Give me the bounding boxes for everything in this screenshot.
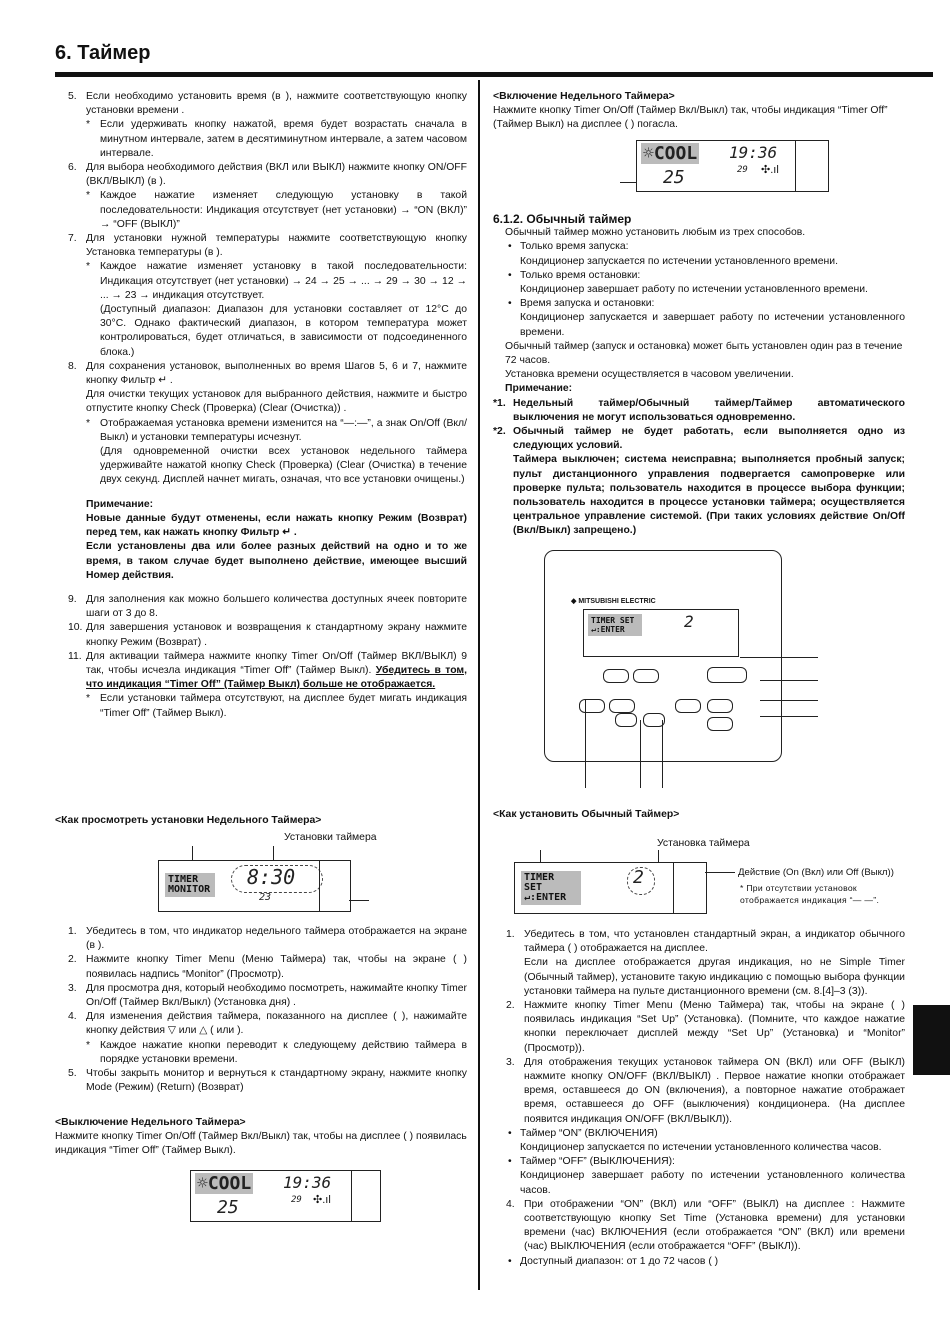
list-item (55, 982, 467, 1010)
item-text: Нажмите кнопку Timer Menu (Меню Таймера) так, чтобы на экране ( ) появилась надпись “Monitor” (Просмотр). (86, 954, 467, 980)
remote-screen (583, 609, 739, 657)
callout-line (760, 716, 818, 717)
item-marker: * (86, 693, 91, 705)
set-temp: 25 (217, 1197, 239, 1218)
item-text: Для активации таймера нажмите кнопку Timer On/Off (Таймер ВКЛ/ВЫКЛ) 9 так, чтобы исчезла индикация “Timer Off” (Таймер Выкл). (86, 650, 467, 676)
callout-line (273, 846, 274, 860)
howto-heading: <Как установить Обычный Таймер> (493, 809, 680, 820)
item-marker: 11. (68, 650, 82, 662)
sub-item (55, 692, 467, 720)
brand-label: ◆ MITSUBISHI ELECTRIC (571, 598, 656, 605)
item-marker: 4. (506, 1198, 515, 1210)
item-text: При отображении “ON” (ВКЛ) или “OFF” (ВЫКЛ) на дисплее : Нажмите соответствующую кнопку Set Time (Установка времени) для установки времени (час) ВКЛЮЧЕНИЯ (если отображается “ON” (ВКЛ) или времени (час) ВЫКЛЮЧЕНИЯ (если отображается “OFF” (ВЫКЛ)). (524, 1198, 905, 1253)
callout-line (760, 680, 818, 681)
paragraph: Для очистки текущих установок для выбранного действия, нажмите и быстро отпустите кнопку Check (Проверка) (Clear (Очистка)) . (86, 389, 467, 415)
left-column (55, 90, 467, 721)
paragraph: Примечание: (86, 498, 154, 510)
list-item (55, 1067, 467, 1095)
item-text: Доступный диапазон: от 1 до 72 часов ( ) (520, 1255, 719, 1267)
lcd-divider (319, 861, 320, 911)
item-text: Только время остановки: (520, 269, 641, 281)
time-down-button[interactable] (615, 713, 637, 727)
section-tab (913, 1005, 950, 1075)
list-item (493, 999, 905, 1056)
callout-line (658, 850, 659, 862)
view-heading: <Как просмотреть установки Недельного Таймера> (55, 815, 322, 826)
column-divider (478, 80, 480, 1290)
timer-on-lcd (636, 140, 829, 192)
item-text: Для выбора необходимого действия (ВКЛ или ВЫКЛ) нажмите кнопку ON/OFF (ВКЛ/ВЫКЛ) (в ). (86, 162, 467, 188)
monitor-small: 23 (259, 892, 272, 903)
paragraph: Обычный таймер (запуск и остановка) может быть установлен один раз в течение 72 часов. (505, 340, 903, 367)
on-block: <Включение Недельного Таймера> Нажмите кнопку Timer On/Off (Таймер Вкл/Выкл) так, чтобы индикация “Timer Off” (Таймер Выкл) на дисплее ( ) погасла. (493, 91, 888, 131)
check-button[interactable] (707, 699, 733, 713)
action-label: Действие (On (Вкл) или Off (Выкл)) (738, 867, 894, 878)
item-marker: • (508, 1127, 512, 1139)
item-marker: 5. (68, 91, 77, 102)
bullet-item (493, 240, 905, 254)
action-note: * При отсутствии установок отображается индикация “— —”. (740, 883, 880, 905)
item-text: Для просмотра дня, который необходимо посмотреть, нажимайте кнопку Timer On/Off (Таймер Вкл/Выкл) (Установка дня) . (86, 982, 467, 1009)
callout-line (540, 850, 541, 862)
set-tag: TIMER SET ↵:ENTER (521, 871, 581, 905)
item-text: Обычный таймер не будет работать, если выполняется одно из следующих условий. (513, 426, 905, 452)
list-item (55, 360, 467, 388)
sub-item (55, 260, 467, 303)
bullet-item (493, 1255, 905, 1269)
item-marker: 5. (68, 1068, 77, 1080)
timer-off-lcd (190, 1170, 381, 1222)
bullet-item (493, 1155, 905, 1169)
item-marker: 3. (68, 982, 77, 994)
paragraph: Кондиционер завершает работу по истечении установленного времени. (520, 284, 868, 296)
set-digit: 2 (633, 867, 644, 888)
section-title: 6.1.2. Обычный таймер (493, 212, 632, 226)
paragraph: Примечание: (505, 383, 573, 395)
title-rule (55, 72, 933, 77)
item-marker: * (86, 190, 91, 202)
cool-text: ☼COOL (197, 1173, 252, 1194)
item-text: Для заполнения как можно большего количества доступных ячеек повторите шаги от 3 до 8. (86, 593, 467, 620)
item-text: Для сохранения установок, выполненных во время Шагов 5, 6 и 7, нажмите кнопку Фильтр ↵ . (86, 360, 467, 387)
callout-line (662, 720, 663, 788)
item-text: Если необходимо установить время (в ), нажмите соответствующую кнопку установки времени . (86, 91, 467, 117)
item-text: Только время запуска: (520, 241, 629, 253)
lcd-divider (351, 1171, 352, 1221)
list-item (55, 90, 467, 118)
lcd-divider (795, 141, 796, 191)
monitor-time: 8:30 (247, 865, 296, 889)
item-marker: 4. (68, 1011, 77, 1023)
paragraph: Если установлены два или более разных действий на одно и то же время, в таком случае будет выполнено действие, имеющее высший Номер действия. (86, 541, 467, 581)
item-text: Убедитесь в том, что установлен стандартный экран, а индикатор обычного таймера ( ) отображается на дисплее. (524, 929, 905, 955)
paragraph: Таймера выключен; система неисправна; выполняется пробный запуск; пульт дистанционного управления подвергается самопроверке или проверке пульта; пользователь находится в процессе выбора функции; пользователь находится в процессе установки таймера; осуществляется центральное управление системой. (При таких условиях действие On/Off (Вкл/Выкл) запрещено.) (513, 454, 905, 537)
list-item (55, 593, 467, 621)
item-text: Для завершения установок и возвращения к стандартному экрану нажмите кнопку Режим (Возврат) . (86, 622, 467, 648)
callout-line (349, 900, 369, 901)
small-temp: 29 (737, 165, 748, 175)
item-text: Убедитесь в том, что индикатор недельного таймера отображается на экране (в ). (86, 926, 467, 952)
remote-lcd-tag: TIMER SET ↵:ENTER (588, 614, 642, 636)
item-marker: • (508, 269, 512, 281)
bullet-item (493, 1127, 905, 1141)
sub-item (55, 417, 467, 445)
list-item (493, 1198, 905, 1255)
view-caption: Установки таймера (284, 832, 377, 843)
item-text: Таймер “OFF” (ВЫКЛЮЧЕНИЯ): (520, 1156, 675, 1168)
item-text: Недельный таймер/Обычный таймер/Таймер автоматического выключения не могут использоваться одновременно. (513, 397, 905, 423)
list-item (493, 1056, 905, 1127)
list-item (55, 650, 467, 693)
cool-text: ☼COOL (643, 143, 698, 164)
callout-line (740, 657, 818, 658)
item-marker: 2. (68, 954, 77, 966)
remote-controller (544, 550, 782, 762)
callout-line (585, 700, 586, 788)
bullet-item (493, 269, 905, 283)
item-text: Таймер “ON” (ВКЛЮЧЕНИЯ) (520, 1127, 658, 1139)
paragraph: Кондиционер запускается по истечении установленного количества часов. (520, 1142, 882, 1154)
item-marker: 8. (68, 360, 77, 372)
item-text: Для изменения действия таймера, показанного на дисплее ( ), нажимайте кнопку действия ▽ или △ ( или ). (86, 1011, 467, 1037)
item-marker: 6. (68, 162, 77, 174)
off-block: <Выключение Недельного Таймера> Нажмите кнопку Timer On/Off (Таймер Вкл/Выкл) так, чтобы на дисплее ( ) появилась индикация “Timer Off” (Таймер Выкл). (55, 1117, 467, 1157)
sub-item (55, 189, 467, 232)
spacer (55, 583, 467, 593)
item-marker: 2. (506, 1000, 515, 1012)
item-marker: • (508, 298, 512, 310)
item-marker: * (86, 1039, 91, 1051)
paragraph: Обычный таймер можно установить любым из трех способов. (505, 227, 806, 239)
item-text: Каждое нажатие изменяет следующую установку в такой последовательности: Индикация отсутствует (нет установки) → “ON (ВКЛ)” → “OFF (ВЫКЛ)” (100, 190, 467, 230)
item-marker: • (508, 1156, 512, 1168)
mode-button[interactable] (579, 699, 605, 713)
page-title: 6. Таймер (55, 42, 151, 64)
paragraph: Установка времени осуществляется в часовом увеличении. (505, 369, 794, 381)
clock-time: 19:36 (283, 1173, 332, 1192)
item-marker: * (86, 119, 91, 131)
item-emphasis: Убедитесь в том, что индикация “Timer Off” (Таймер Выкл) больше не отображается. (86, 664, 467, 691)
item-text: Каждое нажатие изменяет установку в такой последовательности: Индикация отсутствует (нет установки) → 24 → 25 → ... → 29 → 30 → 12 → ... → 23 → индикация отсутствует. (100, 261, 467, 301)
item-text: Нажмите кнопку Timer Menu (Меню Таймера) так, чтобы на экране ( ) появилась индикация “Set Up” (Установка). (Помните, что каждое нажатие кнопки переключает дисплей между “Set Up” (Установка) и “Monitor” (Просмотр)). (524, 1000, 905, 1054)
list-item (493, 928, 905, 956)
list-item (55, 621, 467, 649)
item-text: Каждое нажатие кнопки переводит к следующему действию таймера в порядке установки времени. (100, 1039, 467, 1065)
monitor-lcd (158, 860, 351, 912)
item-marker: 3. (506, 1056, 515, 1068)
callout-line (640, 720, 641, 788)
howto-caption: Установка таймера (657, 838, 750, 849)
paragraph: Кондиционер запускается по истечении установленного времени. (520, 255, 838, 267)
note-item (493, 397, 905, 425)
small-temp: 29 (291, 1195, 302, 1205)
sub-item (55, 1039, 467, 1067)
lcd-divider (673, 863, 674, 913)
paragraph: Кондиционер завершает работу по истечении установленного количества часов. (520, 1170, 905, 1196)
item-marker: 1. (68, 926, 77, 937)
note-item (493, 425, 905, 453)
callout-line (760, 700, 818, 701)
item-marker: 9. (68, 593, 77, 605)
item-text: Для установки нужной температуры нажмите соответствующую кнопку Установка температуры (в ). (86, 233, 467, 259)
list-item (55, 953, 467, 981)
callout-line (192, 846, 193, 860)
paragraph: (Доступный диапазон: Диапазон для установки составляет от 12°C до 30°C. Однако фактический диапазон, в котором температура может контролироваться, будет отличаться, в зависимости от подсоединенного блока.) (100, 304, 467, 358)
paragraph: Если на дисплее отображается другая индикация, но не Simple Timer (Обычный таймер), установите такую индикацию с помощью выбора функции установки таймера на пульте дистанционного времени (см. 8.[4]–3 (3)). (524, 957, 905, 997)
callout-line (620, 182, 636, 183)
item-marker: • (508, 241, 512, 253)
howto-steps (493, 928, 905, 1269)
temp-down-button[interactable] (603, 669, 629, 683)
paragraph: Новые данные будут отменены, если нажать кнопку Режим (Возврат) перед тем, как нажать кнопку Фильтр ↵ . (86, 512, 467, 539)
item-text: Время запуска и остановки: (520, 298, 655, 310)
fan-icon: ✣.ıl (313, 1194, 331, 1206)
paragraph: (Для одновременной очистки всех установок недельного таймера удерживайте нажатой кнопку Check (Проверка) (Clear (Очистка) в течение двух секунд. Дисплей начнет мигать, означая, что все установки очищены.) (100, 446, 467, 486)
filter-button[interactable] (707, 717, 733, 731)
item-marker: * (86, 261, 91, 273)
timer-menu-button[interactable] (609, 699, 635, 713)
clock-time: 19:36 (729, 143, 778, 162)
list-item (55, 232, 467, 260)
simple-timer-section (493, 206, 905, 539)
view-steps (55, 925, 467, 1095)
bullet-item (493, 297, 905, 311)
item-text: Для отображения текущих установок таймера ON (ВКЛ) или OFF (ВЫКЛ) нажмите кнопку ON/OFF (ВКЛ/ВЫКЛ) . Первое нажатие кнопки отображает время, оставшееся до ON (включения), а повторное нажатие отображает время, оставшееся до OFF (выключения) кондиционера. (На дисплее появится индикация ON/OFF (ВКЛ/ВЫКЛ)). (524, 1056, 905, 1125)
item-text: Чтобы закрыть монитор и вернуться к стандартному экрану, нажмите кнопку Mode (Режим) (Return) (Возврат) (86, 1068, 467, 1094)
monitor-tag: TIMER MONITOR (165, 873, 215, 897)
paragraph: Кондиционер запускается и завершает работу по истечении установленного времени. (520, 312, 905, 338)
item-text: Отображаемая установка времени изменится на “—:—”, а знак On/Off (Вкл/Выкл) и установки температуры исчезнут. (100, 417, 467, 443)
on-off-button[interactable] (707, 667, 747, 683)
item-marker: 7. (68, 233, 77, 245)
item-text: Если удерживать кнопку нажатой, время будет возрастать сначала в минутном интервале, затем в десятиминутном интервале, а затем часовом интервале. (100, 119, 467, 159)
item-marker: *2. (493, 426, 506, 438)
item-marker: 1. (506, 929, 515, 940)
set-temp: 25 (663, 167, 685, 188)
list-item (55, 161, 467, 189)
item-marker: * (86, 417, 91, 429)
temp-up-button[interactable] (633, 669, 659, 683)
item-marker: • (508, 1255, 512, 1267)
item-text: Если установки таймера отсутствуют, на дисплее будет мигать индикация “Timer Off” (Таймер Выкл). (100, 693, 467, 719)
list-item (55, 925, 467, 953)
fan-button[interactable] (675, 699, 701, 713)
callout-line (705, 872, 735, 873)
set-lcd (514, 862, 707, 914)
fan-icon: ✣.ıl (761, 164, 779, 176)
sub-item (55, 118, 467, 161)
item-marker: 10. (68, 622, 83, 634)
spacer (55, 488, 467, 498)
remote-lcd-digit: 2 (684, 612, 694, 631)
list-item (55, 1010, 467, 1038)
item-marker: *1. (493, 397, 506, 409)
